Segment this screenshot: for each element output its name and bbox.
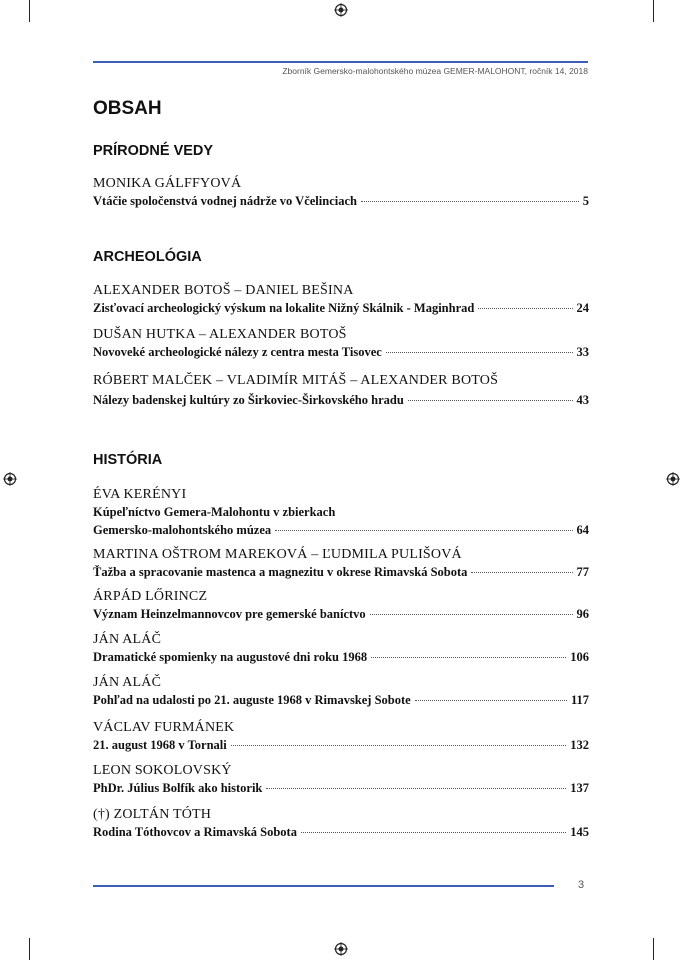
entry-title: Nálezy badenskej kultúry zo Širkoviec-Širkovského hradu bbox=[93, 393, 404, 407]
section-title: HISTÓRIA bbox=[93, 452, 163, 468]
entry-title: Vtáčie spoločenstvá vodnej nádrže vo Včelinciach bbox=[93, 194, 357, 208]
leader-dots bbox=[231, 745, 567, 746]
toc-entry bbox=[93, 282, 589, 317]
entry-title-first-line: Kúpeľníctvo Gemera-Malohontu v zbierkach bbox=[93, 505, 336, 519]
entry-title: Zisťovací archeologický výskum na lokalite Nižný Skálnik - Maginhrad bbox=[93, 301, 475, 315]
entry-page: 132 bbox=[570, 738, 589, 752]
entry-page: 145 bbox=[570, 825, 589, 839]
entry-title: Rodina Tóthovcov a Rimavská Sobota bbox=[93, 825, 297, 839]
entry-author: RÓBERT MALČEK – VLADIMÍR MITÁŠ – ALEXANDER BOTOŠ bbox=[93, 373, 499, 388]
entry-page: 77 bbox=[576, 565, 589, 579]
entry-title: PhDr. Július Bolfík ako historik bbox=[93, 781, 263, 795]
entry-title: Dramatické spomienky na augustové dni roku 1968 bbox=[93, 650, 368, 664]
section-title: ARCHEOLÓGIA bbox=[93, 249, 202, 265]
leader-dots bbox=[415, 700, 567, 701]
entry-title-line bbox=[93, 605, 589, 623]
entry-title: Ťažba a spracovanie mastenca a magnezitu v okrese Rimavská Sobota bbox=[93, 565, 468, 579]
entry-title-line bbox=[93, 299, 589, 317]
toc-entry bbox=[93, 486, 589, 539]
toc-entry bbox=[93, 762, 589, 797]
footer-rule bbox=[93, 885, 554, 887]
toc-entry bbox=[93, 175, 589, 210]
toc-entry bbox=[93, 674, 589, 709]
entry-page: 5 bbox=[582, 194, 589, 208]
entry-title-line bbox=[93, 192, 589, 210]
entry-author: LEON SOKOLOVSKÝ bbox=[93, 763, 232, 778]
entry-page: 43 bbox=[576, 393, 589, 407]
section-title: PRÍRODNÉ VEDY bbox=[93, 143, 214, 159]
registration-mark-icon bbox=[3, 472, 17, 486]
entry-author: ALEXANDER BOTOŠ – DANIEL BEŠINA bbox=[93, 283, 354, 298]
crop-mark bbox=[29, 938, 30, 960]
header-rule bbox=[93, 61, 588, 63]
crop-mark bbox=[653, 0, 654, 22]
entry-title: Význam Heinzelmannovcov pre gemerské baníctvo bbox=[93, 607, 366, 621]
entry-author: ÉVA KERÉNYI bbox=[93, 487, 187, 502]
running-head: Zborník Gemersko-malohontského múzea GEMER-MALOHONT, ročník 14, 2018 bbox=[282, 66, 588, 76]
entry-title: Novoveké archeologické nálezy z centra mesta Tisovec bbox=[93, 345, 382, 359]
entry-page: 24 bbox=[576, 301, 589, 315]
entry-title-line bbox=[93, 779, 589, 797]
entry-author: JÁN ALÁČ bbox=[93, 675, 162, 690]
toc-entry bbox=[93, 806, 589, 841]
leader-dots bbox=[301, 832, 566, 833]
leader-dots bbox=[478, 308, 572, 309]
registration-mark-icon bbox=[334, 3, 348, 17]
entry-title: Pohľad na udalosti po 21. auguste 1968 v Rimavskej Sobote bbox=[93, 693, 411, 707]
leader-dots bbox=[275, 530, 572, 531]
entry-page: 96 bbox=[576, 607, 589, 621]
entry-author: VÁCLAV FURMÁNEK bbox=[93, 720, 235, 735]
entry-title-line bbox=[93, 343, 589, 361]
toc-entry bbox=[93, 372, 589, 409]
entry-title-line bbox=[93, 823, 589, 841]
entry-author: MONIKA GÁLFFYOVÁ bbox=[93, 176, 242, 191]
crop-mark bbox=[653, 938, 654, 960]
leader-dots bbox=[266, 788, 566, 789]
toc-entry bbox=[93, 326, 589, 361]
entry-author: JÁN ALÁČ bbox=[93, 632, 162, 647]
entry-author: (†) ZOLTÁN TÓTH bbox=[93, 807, 212, 822]
registration-mark-icon bbox=[666, 472, 680, 486]
entry-page: 117 bbox=[570, 693, 589, 707]
entry-page: 137 bbox=[570, 781, 589, 795]
leader-dots bbox=[371, 657, 566, 658]
page-number: 3 bbox=[578, 879, 585, 891]
entry-page: 64 bbox=[576, 523, 589, 537]
entry-title: Gemersko-malohontského múzea bbox=[93, 523, 272, 537]
entry-title-line bbox=[93, 563, 589, 581]
entry-title-line bbox=[93, 736, 589, 754]
leader-dots bbox=[361, 201, 579, 202]
entry-page: 33 bbox=[576, 345, 589, 359]
entry-page: 106 bbox=[570, 650, 589, 664]
entry-author: MARTINA OŠTROM MAREKOVÁ – ĽUDMILA PULIŠOVÁ bbox=[93, 547, 462, 562]
entry-title: 21. august 1968 v Tornali bbox=[93, 738, 227, 752]
entry-title-line bbox=[93, 521, 589, 539]
entry-title-line bbox=[93, 648, 589, 666]
entry-title-line bbox=[93, 391, 589, 409]
registration-mark-icon bbox=[334, 942, 348, 956]
toc-entry bbox=[93, 631, 589, 666]
crop-mark bbox=[29, 0, 30, 22]
toc-entry bbox=[93, 546, 589, 581]
toc-entry bbox=[93, 719, 589, 754]
leader-dots bbox=[408, 400, 573, 401]
entry-title-line bbox=[93, 691, 589, 709]
page-title: OBSAH bbox=[93, 98, 162, 119]
leader-dots bbox=[471, 572, 572, 573]
entry-author: ÁRPÁD LŐRINCZ bbox=[93, 589, 208, 604]
leader-dots bbox=[370, 614, 573, 615]
leader-dots bbox=[386, 352, 573, 353]
toc-entry bbox=[93, 588, 589, 623]
entry-author: DUŠAN HUTKA – ALEXANDER BOTOŠ bbox=[93, 327, 347, 342]
